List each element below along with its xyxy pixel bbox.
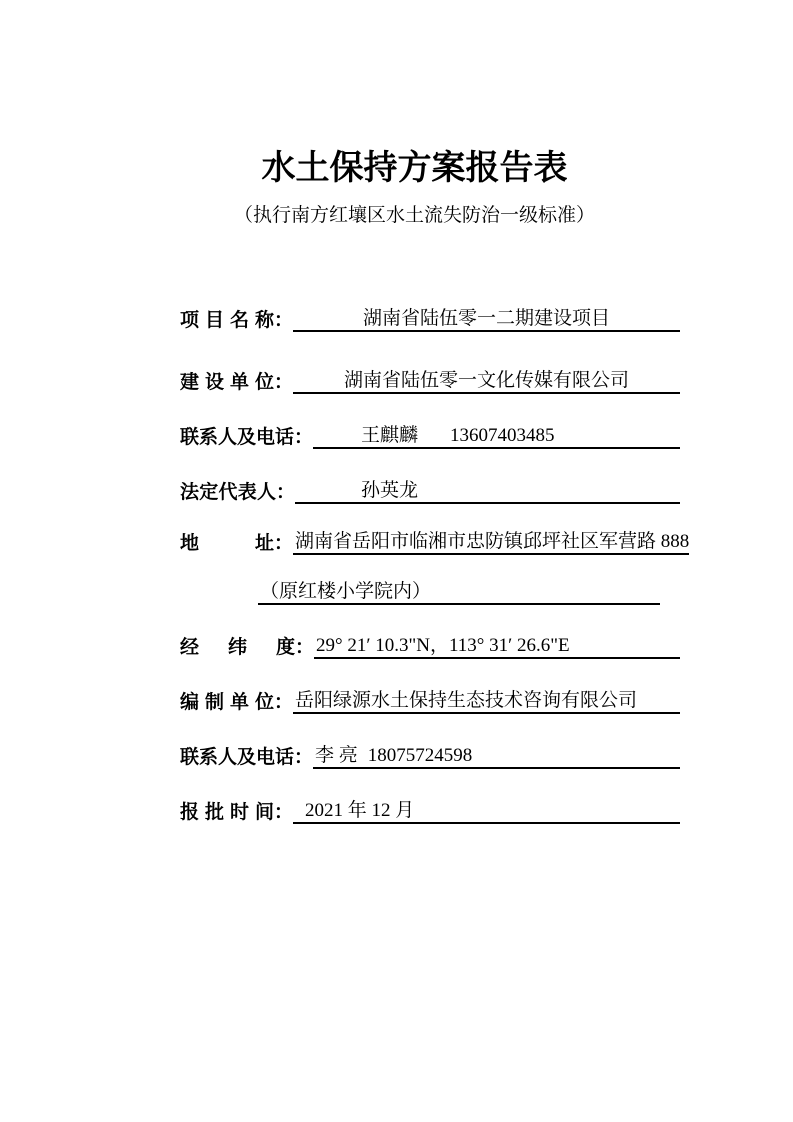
field-value-coordinates: 29° 21′ 10.3"N，113° 31′ 26.6"E [314, 634, 680, 659]
label-colon: ： [274, 802, 294, 823]
field-label-project-name [180, 309, 293, 332]
label-text: 经纬度 [180, 637, 295, 658]
label-colon: ： [294, 747, 314, 768]
field-label-approval-date [180, 801, 293, 824]
field-row-coordinates [180, 636, 680, 659]
field-value-address-line2: （原红楼小学院内） [258, 580, 660, 605]
field-row-owner-contact [180, 426, 680, 449]
label-text: 编制单位 [180, 692, 274, 713]
field-row-address [180, 531, 690, 555]
label-colon: ： [295, 637, 315, 658]
field-value-compiler-contact [313, 744, 680, 769]
label-colon: ： [294, 427, 314, 448]
field-value-address-line1: 湖南省岳阳市临湘市忠防镇邱坪社区军营路 888 [293, 530, 689, 555]
label-colon: ： [274, 372, 294, 393]
contact-phone: 13607403485 [450, 425, 555, 446]
contact-name: 李 亮 [315, 745, 358, 766]
document-subtitle: （执行南方红壤区水土流失防治一级标准） [233, 205, 595, 226]
field-row-project-name [180, 309, 680, 332]
field-value-legal-representative: 孙英龙 [295, 479, 680, 504]
label-colon: ： [274, 533, 294, 554]
contact-phone: 18075724598 [367, 745, 473, 766]
field-value-compiler-unit: 岳阳绿源水土保持生态技术咨询有限公司 [293, 689, 680, 714]
field-label-compiler-unit [180, 691, 293, 714]
label-text: 联系人及电话 [180, 427, 295, 448]
field-value-project-name: 湖南省陆伍零一二期建设项目 [293, 307, 680, 332]
field-label-legal-representative [180, 481, 295, 504]
field-row-legal-representative [180, 481, 680, 504]
label-text: 项目名称 [180, 310, 274, 331]
field-row-construction-unit [180, 371, 680, 394]
field-row-address-line2 [258, 582, 660, 605]
contact-name: 王麒麟 [361, 425, 419, 446]
field-label-address [180, 532, 293, 555]
field-value-owner-contact [313, 424, 680, 449]
label-colon: ： [274, 310, 294, 331]
label-text: 建设单位 [180, 372, 274, 393]
label-text: 联系人及电话 [180, 747, 295, 768]
field-label-construction-unit [180, 371, 293, 394]
field-row-compiler-contact [180, 746, 680, 769]
field-row-compiler-unit [180, 691, 680, 714]
field-row-approval-date [180, 801, 680, 824]
label-colon: ： [274, 692, 294, 713]
label-text: 报批时间 [180, 802, 274, 823]
label-text: 法定代表人 [180, 482, 276, 503]
field-label-coordinates [180, 636, 314, 659]
field-value-construction-unit: 湖南省陆伍零一文化传媒有限公司 [293, 369, 680, 394]
document-title: 水土保持方案报告表 [261, 150, 568, 187]
label-text: 地址 [180, 533, 274, 554]
field-value-approval-date: 2021 年 12 月 [293, 799, 680, 824]
field-label-compiler-contact [180, 746, 313, 769]
label-colon: ： [276, 482, 296, 503]
field-label-owner-contact [180, 426, 313, 449]
